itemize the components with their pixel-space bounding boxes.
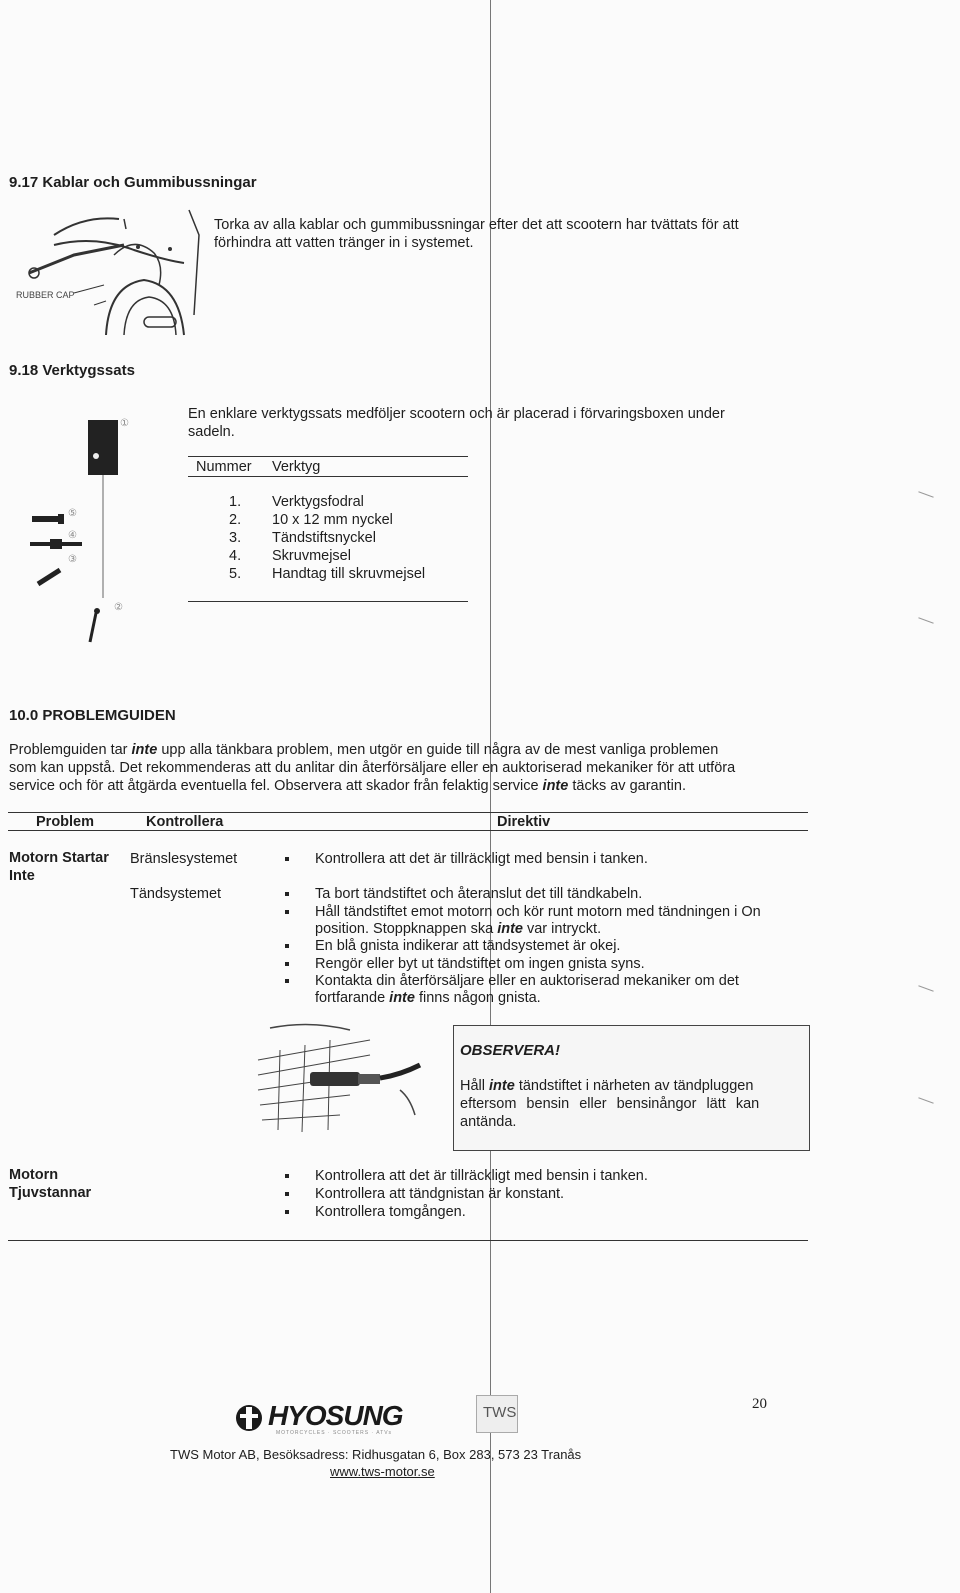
figure-label-rubber-cap: RUBBER CAP (16, 290, 75, 300)
section-10-para-line1: Problemguiden tar inte upp alla tänkbara problem, men utgör en guide till några av de mest vanliga problemen (9, 742, 719, 758)
tool-num: 1. (229, 494, 242, 510)
toolkit-mark-2: ② (114, 602, 123, 613)
row1-control-ignition: Tändsystemet (130, 886, 222, 902)
row1-fuel-directive: Kontrollera att det är tillräckligt med bensin i tanken. (315, 851, 648, 867)
tool-name: Skruvmejsel (272, 548, 351, 564)
tool-num: 5. (229, 566, 242, 582)
col-header-directive: Direktiv (497, 814, 551, 830)
col-header-problem: Problem (36, 814, 95, 830)
row2-directive-2: Kontrollera att tändgnistan är konstant. (315, 1186, 565, 1202)
tws-logo-text: TWS (483, 1404, 517, 1421)
problem-table-header-rule (8, 830, 808, 831)
tws-logo (476, 1395, 518, 1433)
row2-problem-line1: Motorn (9, 1167, 59, 1183)
bullet (285, 910, 289, 914)
warning-note-line1: Håll inte tändstiftet i närheten av tändpluggen (460, 1078, 754, 1094)
scan-mark (918, 491, 933, 497)
warning-note-title: OBSERVERA! (460, 1042, 561, 1059)
bullet (285, 1174, 289, 1178)
ignition-directive-5-cont: fortfarande inte finns någon gnista. (315, 990, 541, 1006)
ignition-directive-2-cont: position. Stoppknappen ska inte var intryckt. (315, 921, 602, 937)
row1-control-fuel: Bränslesystemet (130, 851, 238, 867)
bullet (285, 944, 289, 948)
tools-table-header-rule (188, 476, 468, 477)
scan-mark (918, 617, 933, 623)
tools-table-top-rule (188, 456, 468, 457)
tool-num: 3. (229, 530, 242, 546)
toolkit-illustration (30, 408, 130, 658)
hyosung-brand-name: HYOSUNG (268, 1400, 403, 1431)
bullet (285, 979, 289, 983)
toolkit-mark-5: ⑤ (68, 508, 77, 519)
page-number: 20 (752, 1396, 767, 1412)
toolkit-mark-3: ③ (68, 554, 77, 565)
section-918-text-line1: En enklare verktygssats medföljer scootern och är placerad i förvaringsboxen under (188, 406, 725, 422)
row2-directive-1: Kontrollera att det är tillräckligt med bensin i tanken. (315, 1168, 648, 1184)
ignition-directive-2: Håll tändstiftet emot motorn och kör runt motorn med tändningen i On (315, 904, 761, 920)
tools-col-tool: Verktyg (272, 459, 321, 475)
scan-fold-line (490, 0, 491, 1593)
bullet (285, 1192, 289, 1196)
tools-col-number: Nummer (196, 459, 252, 475)
footer-url[interactable]: www.tws-motor.se (330, 1464, 435, 1479)
col-header-control: Kontrollera (146, 814, 224, 830)
bullet (285, 857, 289, 861)
tool-num: 2. (229, 512, 242, 528)
bullet (285, 1210, 289, 1214)
section-10-para-line2: som kan uppstå. Det rekommenderas att du anlitar din återförsäljare eller en auktoriserad mekaniker för att utföra (9, 760, 736, 776)
spark-plug-illustration (250, 1020, 430, 1138)
section-10-para-line3: service och för att åtgärda eventuella fel. Observera att skador från felaktig service inte täcks av garantin. (9, 778, 686, 794)
toolkit-mark-4: ④ (68, 530, 77, 541)
ignition-directive-5: Kontakta din återförsäljare eller en auktoriserad mekaniker om det (315, 973, 739, 989)
tool-name: Verktygsfodral (272, 494, 364, 510)
ignition-directive-4: Rengör eller byt ut tändstiftet om ingen gnista syns. (315, 956, 645, 972)
row2-problem-line2: Tjuvstannar (9, 1185, 92, 1201)
problem-table-bottom-rule (8, 1240, 808, 1241)
section-918-text-line2: sadeln. (188, 424, 235, 440)
tool-name: 10 x 12 mm nyckel (272, 512, 393, 528)
section-917-title: 9.17 Kablar och Gummibussningar (9, 174, 257, 191)
section-917-text-line2: förhindra att vatten tränger in i systemet. (214, 235, 474, 251)
row1-problem-line2: Inte (9, 868, 35, 884)
warning-note-box (453, 1025, 810, 1151)
handlebar-illustration (14, 205, 204, 345)
bullet (285, 892, 289, 896)
section-10-title: 10.0 PROBLEMGUIDEN (9, 707, 176, 724)
scan-mark (918, 985, 933, 991)
tool-num: 4. (229, 548, 242, 564)
section-918-title: 9.18 Verktygssats (9, 362, 135, 379)
ignition-directive-1: Ta bort tändstiftet och återanslut det till tändkabeln. (315, 886, 643, 902)
toolkit-mark-1: ① (120, 418, 129, 429)
tool-name: Tändstiftsnyckel (272, 530, 376, 546)
hyosung-brand-sub: MOTORCYCLES · SCOOTERS · ATVs (276, 1430, 393, 1436)
warning-note-line2: eftersom bensin eller bensinångor lätt kan (460, 1096, 760, 1112)
problem-table-top-rule (8, 812, 808, 813)
hyosung-emblem-icon (234, 1403, 264, 1433)
section-917-text-line1: Torka av alla kablar och gummibussningar efter det att scootern har tvättats för att (214, 217, 739, 233)
bullet (285, 962, 289, 966)
footer-address: TWS Motor AB, Besöksadress: Ridhusgatan 6, Box 283, 573 23 Tranås (170, 1447, 582, 1462)
scan-mark (918, 1097, 933, 1103)
tools-table-bottom-rule (188, 601, 468, 602)
ignition-directive-3: En blå gnista indikerar att tändsystemet är okej. (315, 938, 621, 954)
row1-problem-line1: Motorn Startar (9, 850, 109, 866)
warning-note-line3: antända. (460, 1114, 517, 1130)
row2-directive-3: Kontrollera tomgången. (315, 1204, 466, 1220)
tool-name: Handtag till skruvmejsel (272, 566, 426, 582)
